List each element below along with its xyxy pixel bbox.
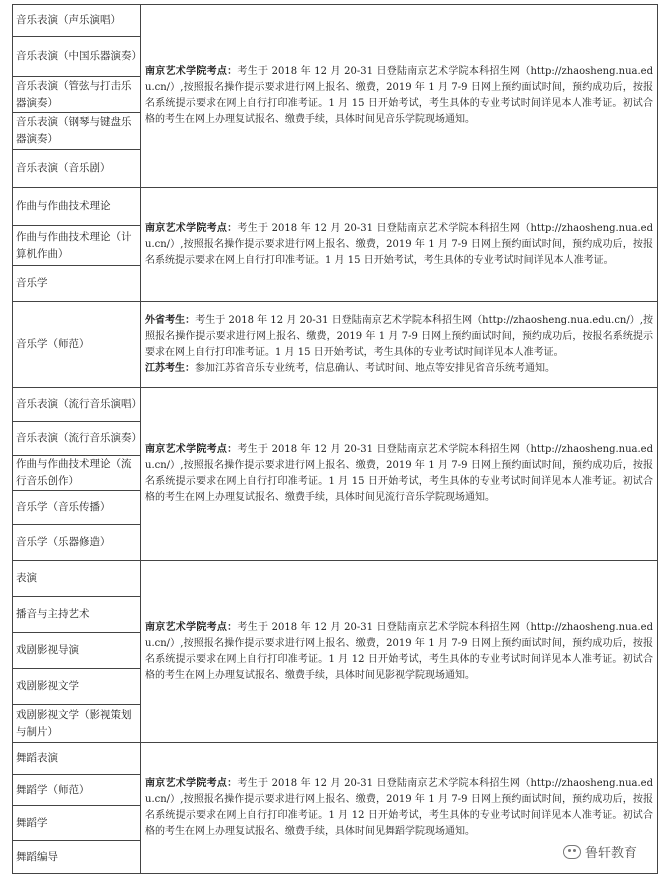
- major-name-cell: 音乐学: [13, 266, 141, 302]
- major-name-cell: 音乐表演（钢琴与键盘乐器演奏）: [13, 113, 141, 150]
- major-name-cell: 音乐学（乐器修造）: [13, 525, 141, 561]
- major-name-cell: 音乐学（师范）: [13, 302, 141, 388]
- table-row: [13, 5, 658, 37]
- major-name-cell: 舞蹈表演: [13, 743, 141, 775]
- exam-site-label: 南京艺术学院考点：: [145, 66, 238, 77]
- major-name-cell: 音乐学（音乐传播）: [13, 491, 141, 525]
- table-row: [13, 302, 658, 388]
- exam-schedule-table: [12, 4, 658, 874]
- table-row: [13, 561, 658, 597]
- watermark: [563, 842, 637, 861]
- wechat-icon: [563, 845, 581, 859]
- exam-info-paragraph: [145, 620, 653, 684]
- exam-info-cell: [141, 388, 658, 561]
- exam-info-text: 考生于 2018 年 12 月 20-31 日登陆南京艺术学院本科招生网（http://zhaosheng.nua.edu.cn/）,按照报名操作提示要求进行网上报名、缴费，2019 年 1 月 7-9 日网上预约面试时间，预约成功后，按报名系统提示要求在网上自行打印准考证。1 月 15 日开始考试，考生具体的专业考试时间详见本人准考证。初试合格的考生在网上办理复试报名、缴费手续，具体时间见音乐学院现场通知。: [145, 66, 654, 125]
- exam-site-label: 江苏考生：: [145, 362, 195, 374]
- exam-info-paragraph: [145, 776, 653, 840]
- major-name-cell: 音乐表演（音乐剧）: [13, 150, 141, 188]
- major-name-cell: 表演: [13, 561, 141, 597]
- major-name-cell: 舞蹈学（师范）: [13, 775, 141, 806]
- exam-info-text: 参加江苏省音乐专业统考，信息确认、考试时间、地点等安排见省音乐统考通知。: [195, 362, 555, 374]
- exam-info-text: 考生于 2018 年 12 月 20-31 日登陆南京艺术学院本科招生网（http://zhaosheng.nua.edu.cn/）,按照报名操作提示要求进行网上报名、缴费，2019 年 1 月 7-9 日网上预约面试时间，预约成功后，按报名系统提示要求在网上自行打印准考证。1 月 12 日开始考试，考生具体的专业考试时间详见本人准考证。初试合格的考生在网上办理复试报名、缴费手续，具体时间见舞蹈学院现场通知。: [145, 778, 654, 837]
- exam-info-text: 考生于 2018 年 12 月 20-31 日登陆南京艺术学院本科招生网（http://zhaosheng.nua.edu.cn/）,按照报名操作提示要求进行网上报名、缴费，2019 年 1 月 7-9 日网上预约面试时间，预约成功后，按报名系统提示要求在网上自行打印准考证。1 月 15 日开始考试，考生具体的专业考试时间详见本人准考证。: [145, 222, 654, 266]
- exam-site-label: 南京艺术学院考点：: [145, 444, 238, 455]
- exam-info-cell: [141, 188, 658, 302]
- table-row: [13, 743, 658, 775]
- major-name-cell: 戏剧影视文学: [13, 669, 141, 705]
- major-name-cell: 音乐表演（中国乐器演奏）: [13, 37, 141, 77]
- exam-info-cell: [141, 5, 658, 188]
- major-name-cell: 舞蹈编导: [13, 841, 141, 874]
- exam-info-cell: [141, 561, 658, 743]
- exam-info-text: 考生于 2018 年 12 月 20-31 日登陆南京艺术学院本科招生网（http://zhaosheng.nua.edu.cn/）,按照报名操作提示要求进行网上报名、缴费，2019 年 1 月 7-9 日网上预约面试时间，预约成功后，按报名系统提示要求在网上自行打印准考证。1 月 15 日开始考试，考生具体的专业考试时间详见本人准考证。初试合格的考生在网上办理复试报名、缴费手续，具体时间见流行音乐学院现场通知。: [145, 444, 654, 503]
- major-name-cell: 作曲与作曲技术理论（流行音乐创作）: [13, 456, 141, 491]
- exam-site-label: 外省考生：: [145, 314, 196, 326]
- major-name-cell: 音乐表演（流行音乐演奏）: [13, 422, 141, 456]
- major-name-cell: 音乐表演（声乐演唱）: [13, 5, 141, 37]
- major-name-cell: 戏剧影视导演: [13, 633, 141, 669]
- exam-info-paragraph: [145, 64, 653, 128]
- major-name-cell: 戏剧影视文学（影视策划与制片）: [13, 705, 141, 743]
- exam-info-paragraph: [145, 442, 653, 506]
- major-name-cell: 播音与主持艺术: [13, 597, 141, 633]
- exam-site-label: 南京艺术学院考点：: [145, 778, 238, 789]
- major-name-cell: 作曲与作曲技术理论（计算机作曲）: [13, 226, 141, 266]
- exam-site-label: 南京艺术学院考点：: [145, 222, 238, 234]
- major-name-cell: 舞蹈学: [13, 806, 141, 841]
- table-row: [13, 388, 658, 422]
- major-name-cell: 作曲与作曲技术理论: [13, 188, 141, 226]
- watermark-text: 鲁轩教育: [585, 846, 638, 861]
- exam-info-paragraph: [145, 313, 653, 361]
- table-body: [13, 5, 658, 874]
- exam-info-text: 考生于 2018 年 12 月 20-31 日登陆南京艺术学院本科招生网（http://zhaosheng.nua.edu.cn/）,按照报名操作提示要求进行网上报名、缴费，2019 年 1 月 7-9 日网上预约面试时间，预约成功后，按报名系统提示要求在网上自行打印准考证。1 月 12 日开始考试，考生具体的专业考试时间详见本人准考证。初试合格的考生在网上办理复试报名、缴费手续，具体时间见影视学院现场通知。: [145, 621, 654, 681]
- exam-info-paragraph: [145, 361, 653, 377]
- table-row: [13, 188, 658, 226]
- exam-info-paragraph: [145, 221, 653, 269]
- major-name-cell: 音乐表演（流行音乐演唱）: [13, 388, 141, 422]
- exam-info-text: 考生于 2018 年 12 月 20-31 日登陆南京艺术学院本科招生网（http://zhaosheng.nua.edu.cn/）,按照报名操作提示要求进行网上报名、缴费，2019 年 1 月 7-9 日网上预约面试时间，预约成功后，按报名系统提示要求在网上自行打印准考证。1 月 15 日开始考试，考生具体的专业考试时间详见本人准考证。: [145, 314, 654, 358]
- exam-site-label: 南京艺术学院考点：: [145, 621, 238, 633]
- major-name-cell: 音乐表演（管弦与打击乐器演奏）: [13, 77, 141, 113]
- exam-info-cell: [141, 302, 658, 388]
